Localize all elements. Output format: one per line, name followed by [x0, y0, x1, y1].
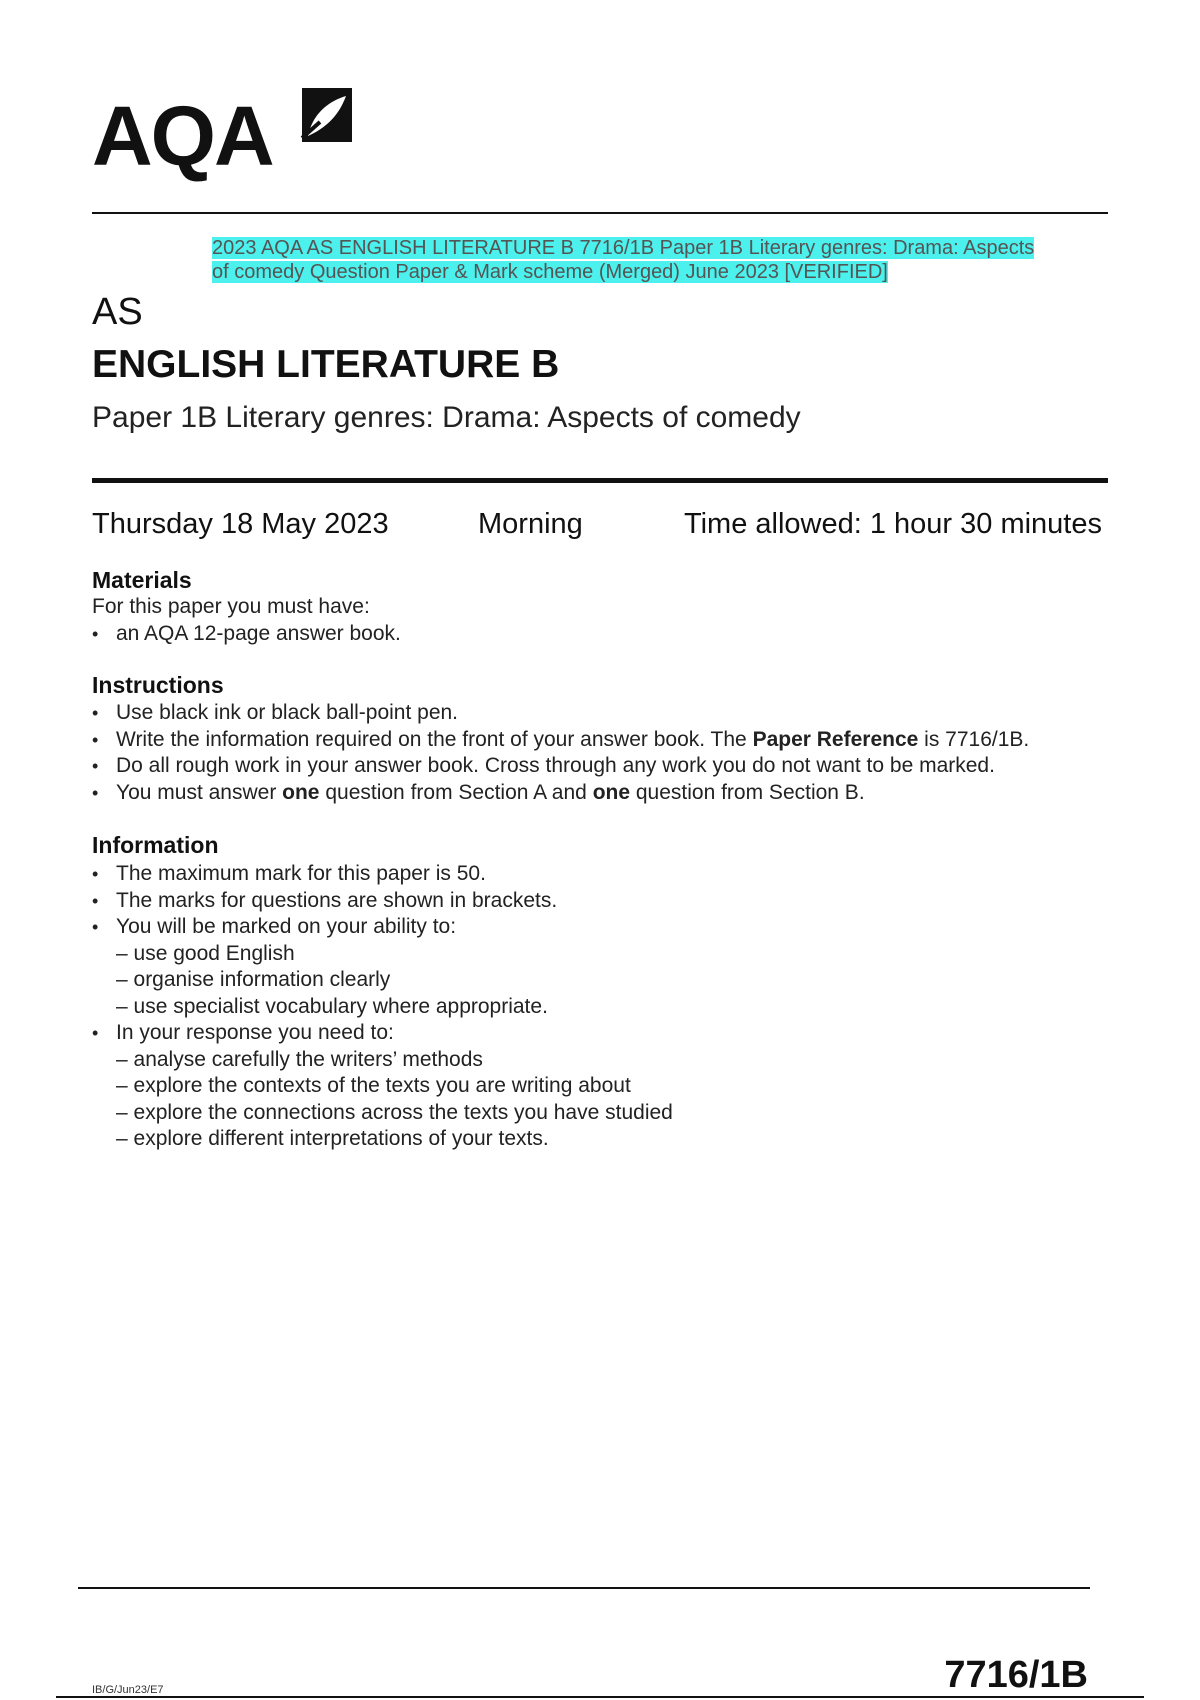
paper-title: Paper 1B Literary genres: Drama: Aspects of comedy [92, 401, 801, 434]
sublist-item: – use specialist vocabulary where appropriate. [116, 994, 548, 1018]
information-list [92, 861, 673, 1153]
footer-code: IB/G/Jun23/E7 [92, 1684, 164, 1696]
materials-intro: For this paper you must have: [92, 595, 370, 618]
sublist-item: – explore the connections across the texts you have studied [116, 1100, 673, 1124]
exam-details [92, 506, 1102, 546]
list-item: • Use black ink or black ball-point pen. [92, 700, 1029, 727]
highlight-text: 2023 AQA AS ENGLISH LITERATURE B 7716/1B Paper 1B Literary genres: Drama: Aspects of comedy Question Paper & Mark scheme (Merged) June 2023 [VERIFIED] [212, 237, 1035, 283]
text-run: question from Section A and [319, 780, 593, 804]
sublist-item: – explore the contexts of the texts you are writing about [116, 1074, 631, 1097]
text-run: question from Section B. [630, 780, 865, 804]
list-item [92, 727, 1029, 754]
exam-session: Morning [478, 508, 583, 540]
list-item: • The maximum mark for this paper is 50. [92, 861, 673, 888]
aqa-logo [92, 86, 362, 186]
list-item-text: You will be marked on your ability to: [116, 915, 457, 938]
sublist-item: – use good English [116, 941, 295, 965]
text-run: Write the information required on the front of your answer book. The [116, 727, 753, 751]
emphasis: one [282, 780, 320, 804]
aqa-leaf-mark-icon [300, 86, 354, 146]
list-item-text: In your response you need to: [116, 1021, 394, 1044]
list-item [92, 780, 1029, 807]
information-heading: Information [92, 832, 219, 858]
list-item: • an AQA 12-page answer book. [92, 621, 401, 648]
footer-rule [78, 1587, 1090, 1589]
instructions-heading: Instructions [92, 672, 224, 698]
text-run: You must answer [116, 780, 283, 804]
ability-sublist [116, 941, 673, 1021]
list-item [92, 914, 673, 1020]
materials-list [92, 621, 401, 648]
emphasis: one [592, 780, 631, 804]
sublist-item: – explore different interpretations of your texts. [116, 1127, 549, 1150]
paper-reference-label: Paper Reference [752, 727, 919, 751]
qualification-level: AS [92, 291, 143, 333]
list-item: • Do all rough work in your answer book. Cross through any work you do not want to be marked. [92, 753, 1029, 780]
header-rule [92, 212, 1108, 214]
list-item: • The marks for questions are shown in brackets. [92, 888, 673, 915]
sublist-item: – organise information clearly [116, 968, 391, 991]
exam-date: Thursday 18 May 2023 [92, 508, 389, 540]
materials-heading: Materials [92, 567, 192, 593]
text-run: is 7716/1B. [918, 727, 1030, 751]
subject-title: ENGLISH LITERATURE B [92, 343, 560, 386]
list-item [92, 1020, 673, 1153]
time-allowed: Time allowed: 1 hour 30 minutes [683, 508, 1102, 540]
document-title-highlight [212, 236, 1052, 284]
logo-text: AQA [92, 89, 273, 183]
response-sublist [116, 1047, 673, 1153]
page-bottom-rule [56, 1696, 1144, 1698]
paper-reference: 7716/1B [944, 1654, 1088, 1696]
title-rule [92, 478, 1108, 483]
sublist-item: – analyse carefully the writers’ methods [116, 1047, 483, 1071]
instructions-list [92, 700, 1029, 806]
